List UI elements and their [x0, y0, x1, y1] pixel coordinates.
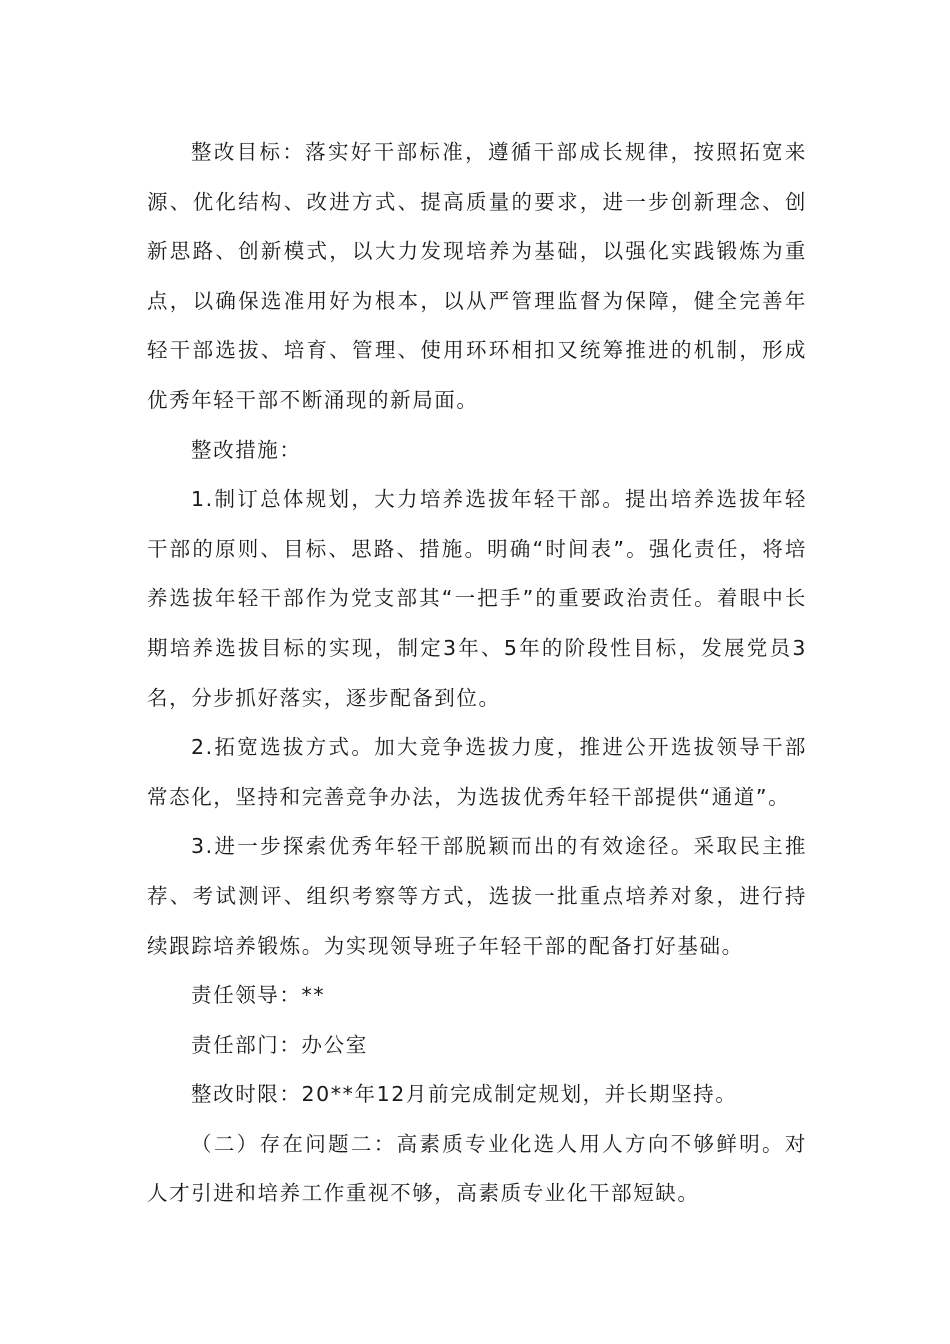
paragraph-deadline: 整改时限：20**年12月前完成制定规划，并长期坚持。: [191, 1082, 738, 1107]
paragraph-measure-1: 1.制订总体规划，大力培养选拔年轻干部。提出培养选拔年轻干部的原则、目标、思路、措施。明确“时间表”。强化责任，将培养选拔年轻干部作为党支部其“一把手”的重要政治责任。着眼中长期培养选拔目标的实现，制定3年、5年的阶段性目标，发展党员3名，分步抓好落实，逐步配备到位。: [147, 487, 807, 710]
paragraph-rectification-measures-heading: 整改措施：: [191, 437, 302, 462]
paragraph-measure-2: 2.拓宽选拔方式。加大竞争选拔力度，推进公开选拔领导干部常态化，坚持和完善竞争办法，为选拔优秀年轻干部提供“通道”。: [147, 735, 807, 809]
paragraph-responsible-leader: 责任领导：**: [191, 983, 326, 1008]
paragraph-rectification-goal: 整改目标：落实好干部标准，遵循干部成长规律，按照拓宽来源、优化结构、改进方式、提高质量的要求，进一步创新理念、创新思路、创新模式，以大力发现培养为基础，以强化实践锻炼为重点，以确保选准用好为根本，以从严管理监督为保障，健全完善年轻干部选拔、培育、管理、使用环环相扣又统筹推进的机制，形成优秀年轻干部不断涌现的新局面。: [147, 140, 807, 412]
document-body: [147, 128, 807, 1219]
paragraph-responsible-department: 责任部门：办公室: [191, 1032, 368, 1057]
paragraph-measure-3: 3.进一步探索优秀年轻干部脱颖而出的有效途径。采取民主推荐、考试测评、组织考察等方式，选拔一批重点培养对象，进行持续跟踪培养锻炼。为实现领导班子年轻干部的配备打好基础。: [147, 834, 807, 958]
paragraph-problem-2: （二）存在问题二：高素质专业化选人用人方向不够鲜明。对人才引进和培养工作重视不够，高素质专业化干部短缺。: [147, 1131, 807, 1206]
